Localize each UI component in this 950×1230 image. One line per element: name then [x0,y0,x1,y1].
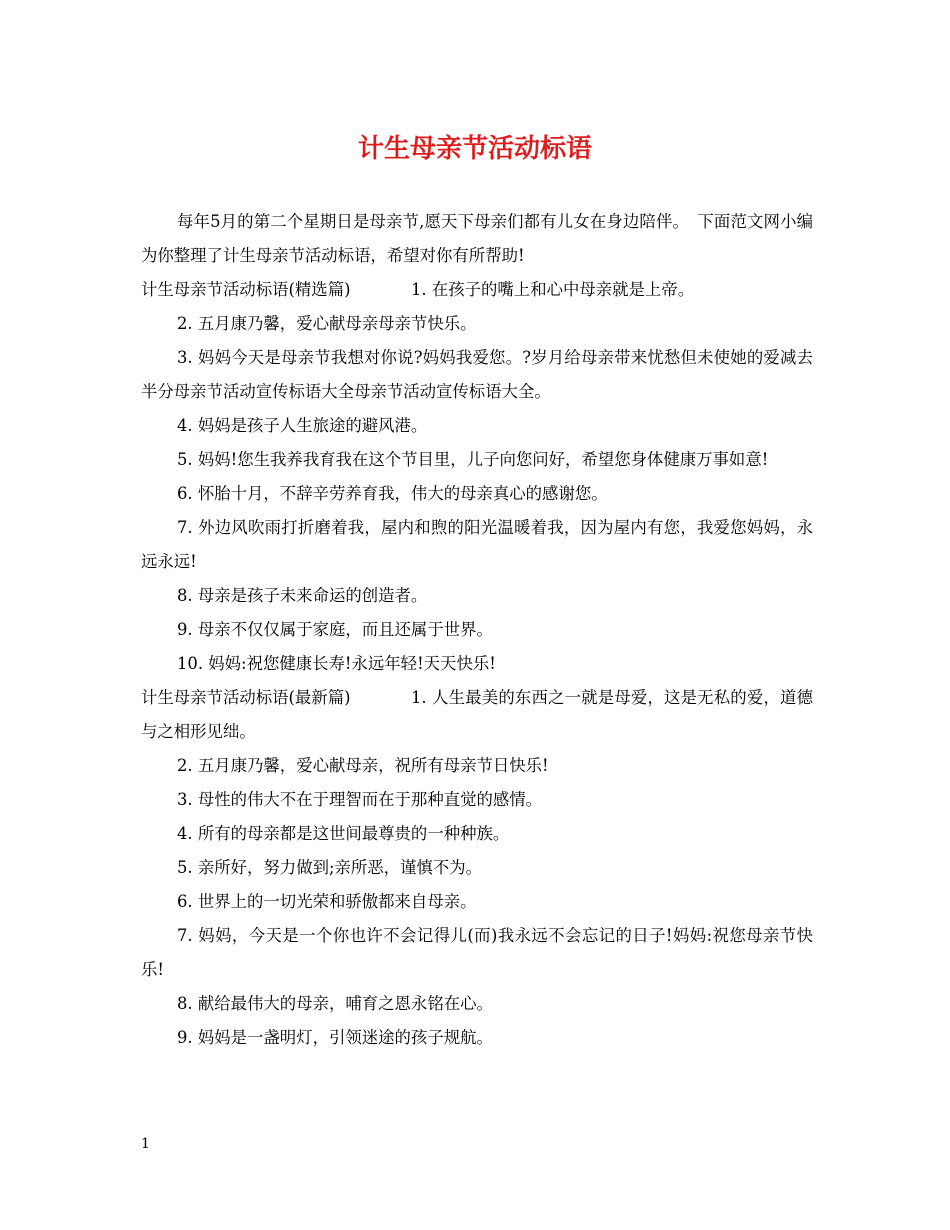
section2-heading: 计生母亲节活动标语(最新篇) [141,688,351,707]
section2-item: 3. 母性的伟大不在于理智而在于那种直觉的感情。 [177,790,543,809]
section2-item: 5. 亲所好，努力做到;亲所恶，谨慎不为。 [177,858,483,877]
section2-item: 7. 妈妈，今天是一个你也许不会记得儿(而)我永远不会忘记的日子!妈妈:祝您母亲节快乐! [141,926,813,979]
section1-item: 7. 外边风吹雨打折磨着我，屋内和煦的阳光温暖着我，因为屋内有您，我爱您妈妈，永远永远! [141,518,813,571]
section2-item-1: 1. 人生最美的东西之一就是母爱，这是无私的爱，道德与之相形见绌。 [141,688,813,741]
section2-item: 2. 五月康乃馨，爱心献母亲，祝所有母亲节日快乐! [177,756,549,775]
section1-item: 9. 母亲不仅仅属于家庭，而且还属于世界。 [177,620,493,639]
section1-item: 2. 五月康乃馨，爱心献母亲母亲节快乐。 [177,314,477,333]
section1-item: 10. 妈妈:祝您健康长寿!永远年轻!天天快乐! [177,654,496,673]
document-title: 计生母亲节活动标语 [357,134,592,164]
section1-item: 5. 妈妈!您生我养我育我在这个节目里，儿子向您问好，希望您身体健康万事如意! [177,450,769,469]
section1-item-1: 1. 在孩子的嘴上和心中母亲就是上帝。 [411,280,695,299]
section2-item: 6. 世界上的一切光荣和骄傲都来自母亲。 [177,892,477,911]
section2-item: 9. 妈妈是一盏明灯，引领迷途的孩子规航。 [177,1028,493,1047]
section2-item: 4. 所有的母亲都是这世间最尊贵的一种种族。 [177,824,510,843]
section1-item: 8. 母亲是孩子未来命运的创造者。 [177,586,428,605]
section1-item: 6. 怀胎十月，不辞辛劳养育我，伟大的母亲真心的感谢您。 [177,484,608,503]
section2-item: 8. 献给最伟大的母亲，哺育之恩永铭在心。 [177,994,493,1013]
section1-item: 4. 妈妈是孩子人生旅途的避风港。 [177,416,428,435]
section2-first-line [141,681,813,749]
section1-heading: 计生母亲节活动标语(精选篇) [141,280,351,299]
page-number: 1 [141,1136,150,1152]
document-body [141,205,813,1055]
section1-first-line [141,273,813,307]
section1-item: 3. 妈妈今天是母亲节我想对你说?妈妈我爱您。?岁月给母亲带来忧愁但未使她的爱减去半分母亲节活动宣传标语大全母亲节活动宣传标语大全。 [141,348,813,401]
intro-paragraph: 每年5月的第二个星期日是母亲节,愿天下母亲们都有儿女在身边陪伴。 下面范文网小编为你整理了计生母亲节活动标语，希望对你有所帮助! [141,212,813,265]
